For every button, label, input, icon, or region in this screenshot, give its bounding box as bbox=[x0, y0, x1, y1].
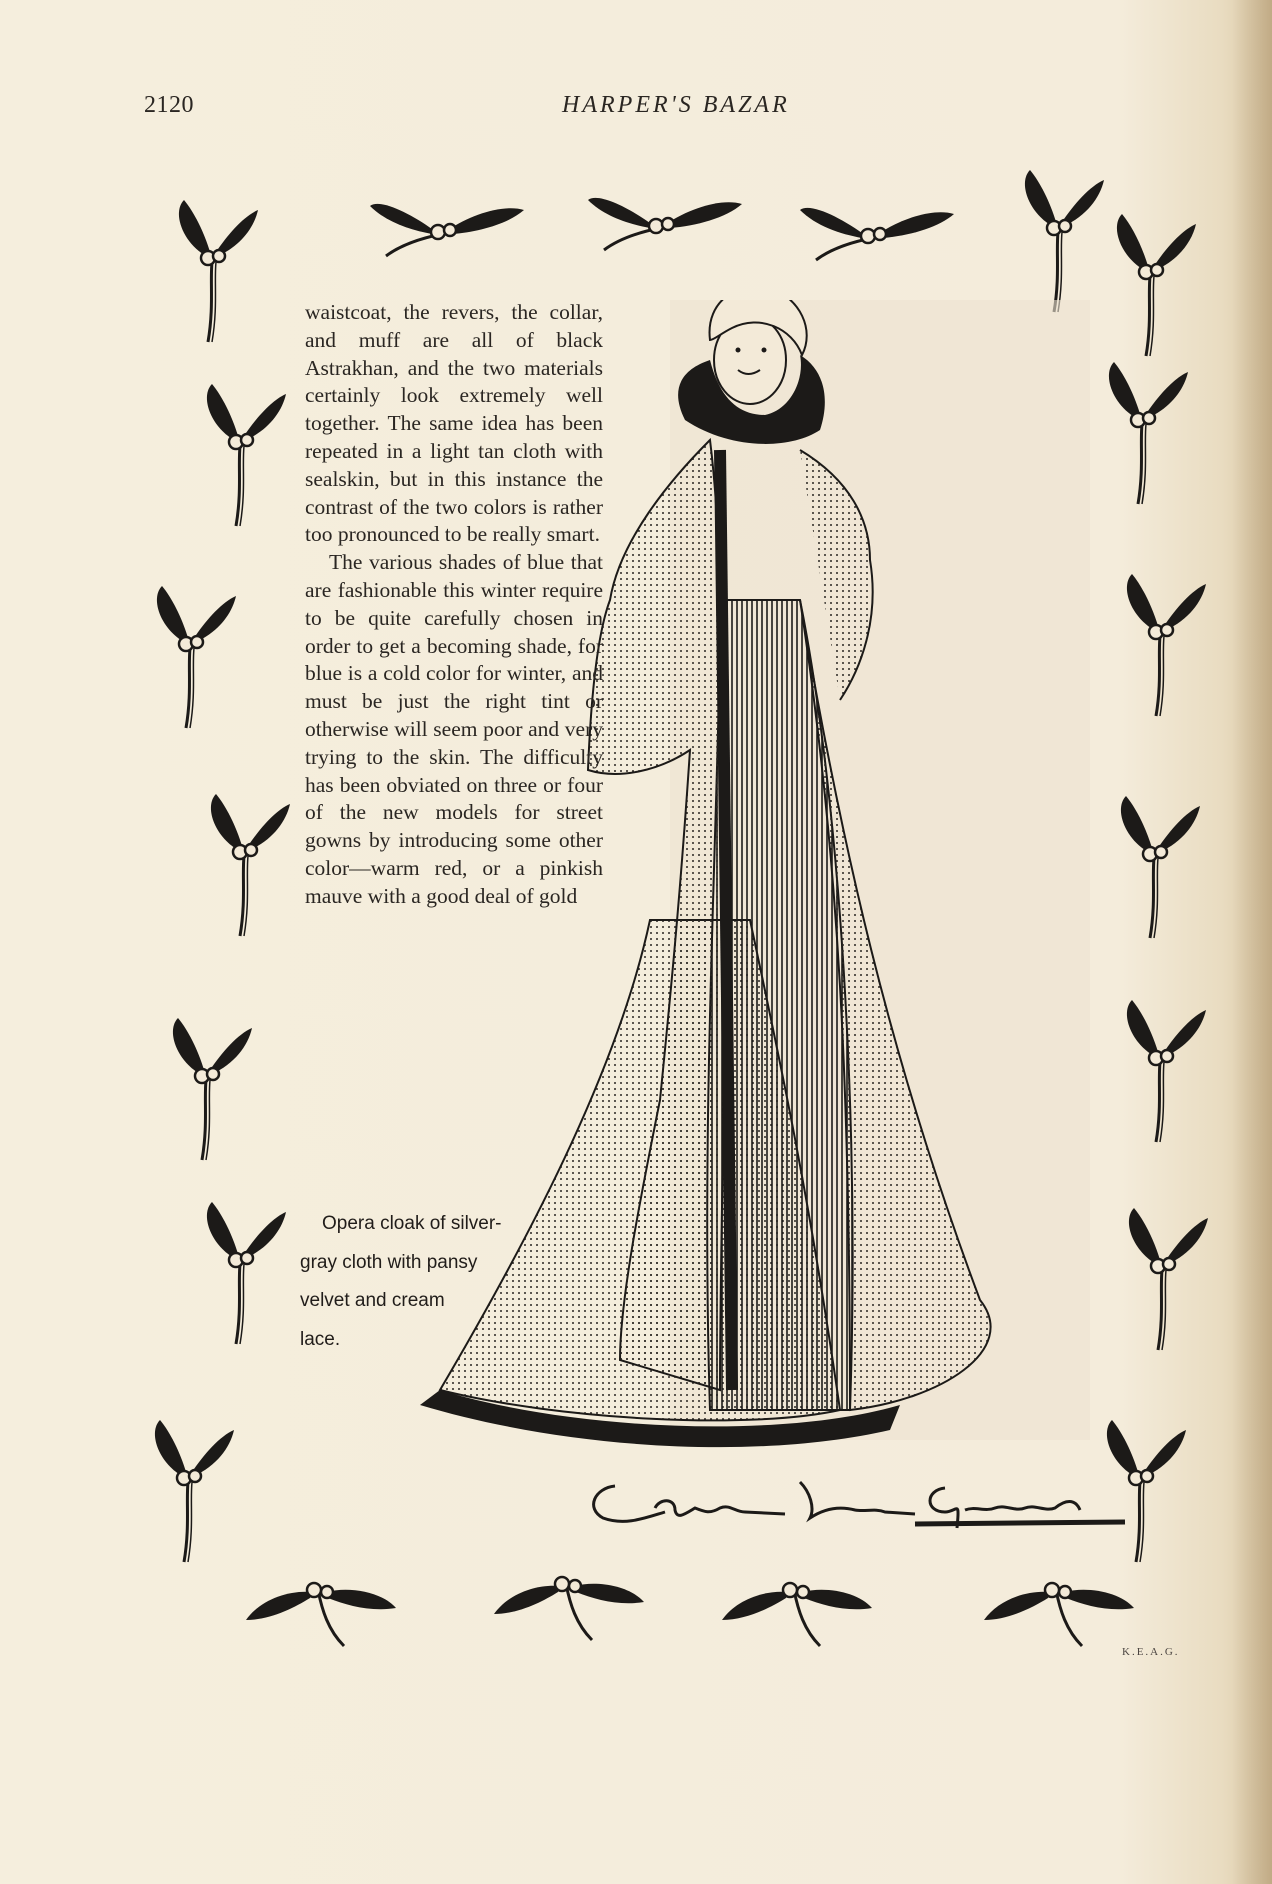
mistletoe-sprig-icon bbox=[494, 1577, 644, 1640]
caption-line: velvet and cream bbox=[300, 1290, 445, 1311]
mistletoe-sprig-icon bbox=[800, 208, 954, 260]
mistletoe-sprig-icon bbox=[1129, 1208, 1208, 1350]
running-head: HARPER'S BAZAR bbox=[562, 92, 790, 118]
article-body bbox=[305, 299, 603, 911]
mistletoe-sprig-icon bbox=[1025, 170, 1104, 312]
mistletoe-sprig-icon bbox=[588, 198, 742, 250]
article-paragraph: The various shades of blue that are fashionable this winter require to be quite carefully chosen in order to get a becoming shade, for blue is a cold color for winter, and must be just the right tint or otherwise will seem poor and very trying to the skin. The difficulty has been obviated on three or four of the new models for street gowns by introducing some other color—warm red, or a pinkish mauve with a good deal of gold bbox=[305, 550, 603, 908]
mistletoe-sprig-icon bbox=[1127, 1000, 1206, 1142]
mistletoe-sprig-icon bbox=[157, 586, 236, 728]
mistletoe-sprig-icon bbox=[211, 794, 290, 936]
mistletoe-sprig-icon bbox=[207, 384, 286, 526]
mistletoe-sprig-icon bbox=[173, 1018, 252, 1160]
mistletoe-sprig-icon bbox=[1121, 796, 1200, 938]
mistletoe-sprig-icon bbox=[246, 1583, 396, 1646]
mistletoe-sprig-icon bbox=[1127, 574, 1206, 716]
caption-line: Opera cloak of silver- bbox=[322, 1213, 502, 1234]
illustration-caption bbox=[300, 1205, 560, 1359]
caption-line: gray cloth with pansy bbox=[300, 1251, 478, 1273]
mistletoe-sprig-icon bbox=[1117, 214, 1196, 356]
mistletoe-sprig-icon bbox=[1109, 362, 1188, 504]
caption-line: lace. bbox=[300, 1328, 341, 1350]
page-number: 2120 bbox=[144, 92, 194, 118]
mistletoe-sprig-icon bbox=[179, 200, 258, 342]
mistletoe-sprig-icon bbox=[207, 1202, 286, 1344]
mistletoe-sprig-icon bbox=[722, 1583, 872, 1646]
artist-monogram: K.E.A.G. bbox=[1122, 1646, 1180, 1658]
article-paragraph: waistcoat, the revers, the collar, and muff are all of black Astrakhan, and the two materials certainly look extremely well together. The same idea has been repeated in a light tan cloth with sealskin, but in this instance the contrast of the two colors is rather too pronounced to be really smart. bbox=[305, 300, 603, 547]
mistletoe-sprig-icon bbox=[370, 204, 524, 256]
artist-signature bbox=[585, 1468, 1130, 1538]
mistletoe-sprig-icon bbox=[984, 1583, 1134, 1646]
mistletoe-sprig-icon bbox=[155, 1420, 234, 1562]
